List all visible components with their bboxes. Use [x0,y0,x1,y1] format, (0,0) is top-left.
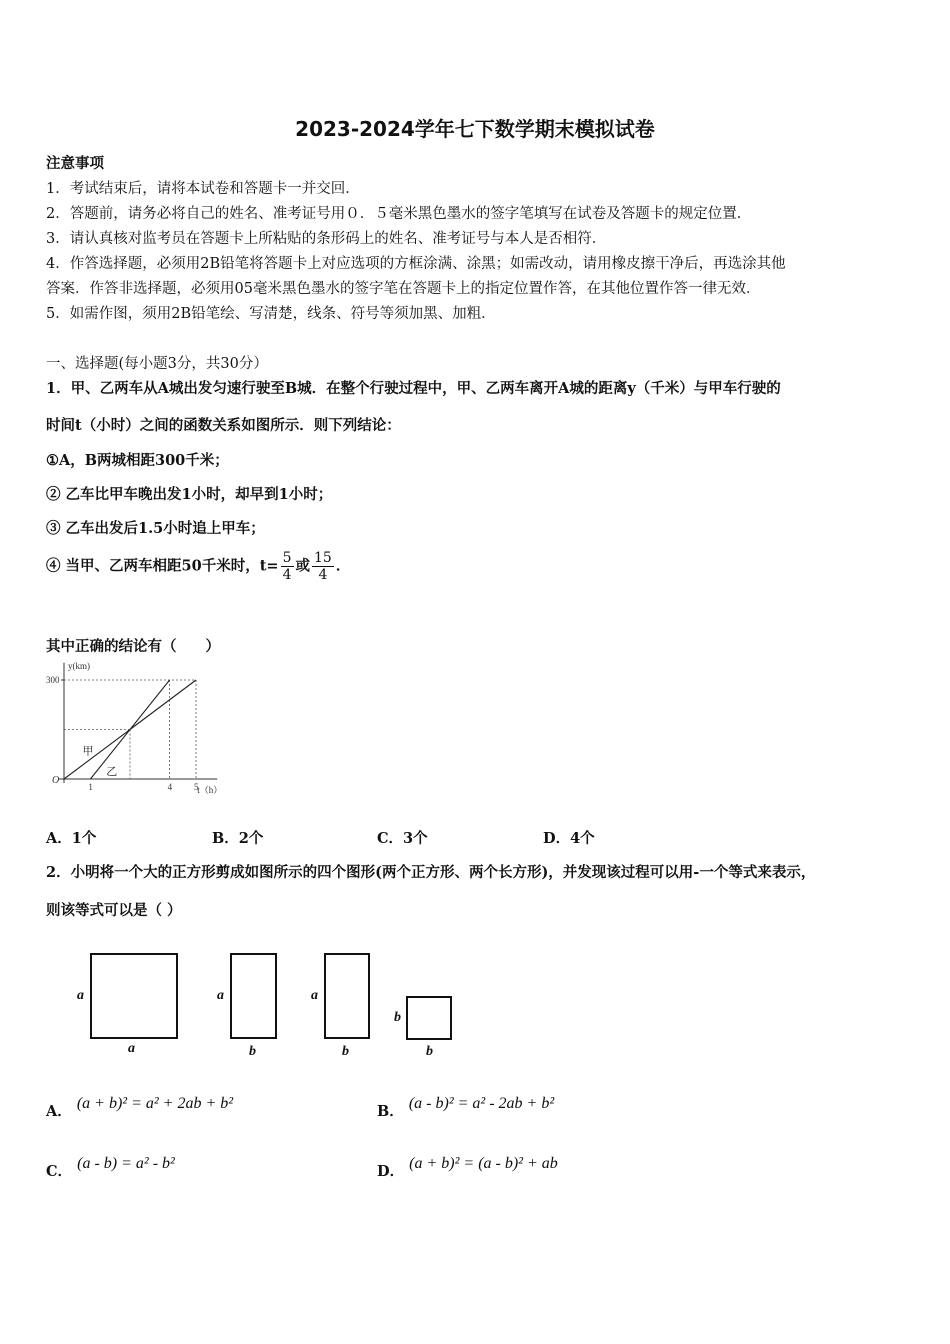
fraction-denominator: 4 [282,567,292,583]
distance-time-graph [44,658,244,800]
x-tick-label: 4 [167,782,173,792]
fraction-5-4 [281,550,294,583]
fraction-numerator: 5 [282,550,292,566]
shape-bottom-label: b [426,1044,433,1059]
q1-option-c[interactable]: C．3个 [377,830,428,847]
q2-option-a[interactable] [46,1095,234,1121]
rectangle-ab-2 [324,953,370,1039]
fraction-numerator: 15 [314,550,332,566]
option-letter: A． [46,1103,72,1120]
option-expression: (a - b) = a² - b² [77,1155,175,1172]
option-letter: D． [377,1163,405,1180]
origin-label: O [52,775,60,786]
note-item: 3．请认真核对监考员在答题卡上所粘贴的条形码上的姓名、准考证号与本人是否相符． [46,231,607,247]
q1-stem-line2: 时间t（小时）之间的函数关系如图所示．则下列结论： [46,417,401,434]
q1-s4-or: 或 [295,557,310,575]
shape-side-label: b [394,1010,401,1025]
page-title: 2023-2024学年七下数学期末模拟试卷 [295,117,655,141]
note-item: 2．答题前，请务必将自己的姓名、准考证号用０．５毫米黑色墨水的签字笔填写在试卷及答题卡的规定位置． [46,206,752,222]
small-square-b [406,996,452,1040]
shape-bottom-label: a [128,1041,135,1056]
x-tick-label: 1 [88,782,93,792]
q2-option-b[interactable] [377,1095,555,1121]
fraction-denominator: 4 [318,567,328,583]
shape-side-label: a [217,988,224,1003]
x-axis-label: t（h） [197,785,223,795]
q1-option-a[interactable]: A．1个 [46,830,97,847]
q1-option-b[interactable]: B．2个 [212,830,264,847]
series-label-yi: 乙 [106,765,118,779]
q1-statement-1: ①A，B两城相距300千米； [46,452,229,469]
option-letter: B． [377,1103,404,1120]
option-letter: C． [46,1163,73,1180]
series-label-jia: 甲 [82,744,94,758]
q2-stem-line1: 2．小明将一个大的正方形剪成如图所示的四个图形(两个正方形、两个长方形)，并发现该过程可以用-一个等式来表示， [46,864,816,881]
series-line-yi [90,680,169,779]
shape-bottom-label: b [342,1044,349,1059]
section-heading: 一、选择题(每小题3分，共30分） [46,356,268,372]
big-square-a [90,953,178,1039]
shape-bottom-label: b [249,1044,256,1059]
q2-stem-line2: 则该等式可以是（ ） [46,902,182,919]
notes-heading: 注意事项 [46,155,104,172]
q2-option-d[interactable] [377,1155,558,1181]
q1-statement-2: ② 乙车比甲车晚出发1小时，却早到1小时； [46,486,333,503]
q1-stem-line1: 1．甲、乙两车从A城出发匀速行驶至B城．在整个行驶过程中，甲、乙两车离开A城的距离y（千米）与甲车行驶的 [46,380,781,397]
q2-option-c[interactable] [46,1155,175,1181]
option-expression: (a - b)² = a² - 2ab + b² [408,1095,555,1112]
q1-statement-3: ③ 乙车出发后1.5小时追上甲车； [46,520,265,537]
q1-option-d[interactable]: D．4个 [543,830,595,847]
fraction-15-4 [312,550,334,583]
option-expression: (a + b)² = a² + 2ab + b² [76,1095,234,1112]
x-tick-label: 5 [194,782,199,792]
note-item: 5．如需作图，须用2B铅笔绘、写清楚，线条、符号等须加黑、加粗． [46,306,496,322]
q1-prompt: 其中正确的结论有（ ） [46,638,220,655]
shape-side-label: a [311,988,318,1003]
option-expression: (a + b)² = (a - b)² + ab [409,1155,558,1172]
shape-side-label: a [77,988,84,1003]
q1-statement-4 [46,550,350,583]
note-item: 1．考试结束后，请将本试卷和答题卡一并交回． [46,181,360,197]
note-item: 4．作答选择题，必须用2B铅笔将答题卡上对应选项的方框涂满、涂黑；如需改动，请用橡皮擦干净后，再选涂其他 [46,256,786,272]
y-axis-label: y(km) [68,660,90,671]
q1-s4-prefix: ④ 当甲、乙两车相距50千米时，t= [46,557,279,575]
y-tick-label: 300 [46,675,60,685]
q1-s4-end: ． [335,557,351,575]
note-item: 答案．作答非选择题，必须用05毫米黑色墨水的签字笔在答题卡上的指定位置作答，在其他位置作答一律无效． [46,281,761,297]
rectangle-ab-1 [230,953,277,1039]
